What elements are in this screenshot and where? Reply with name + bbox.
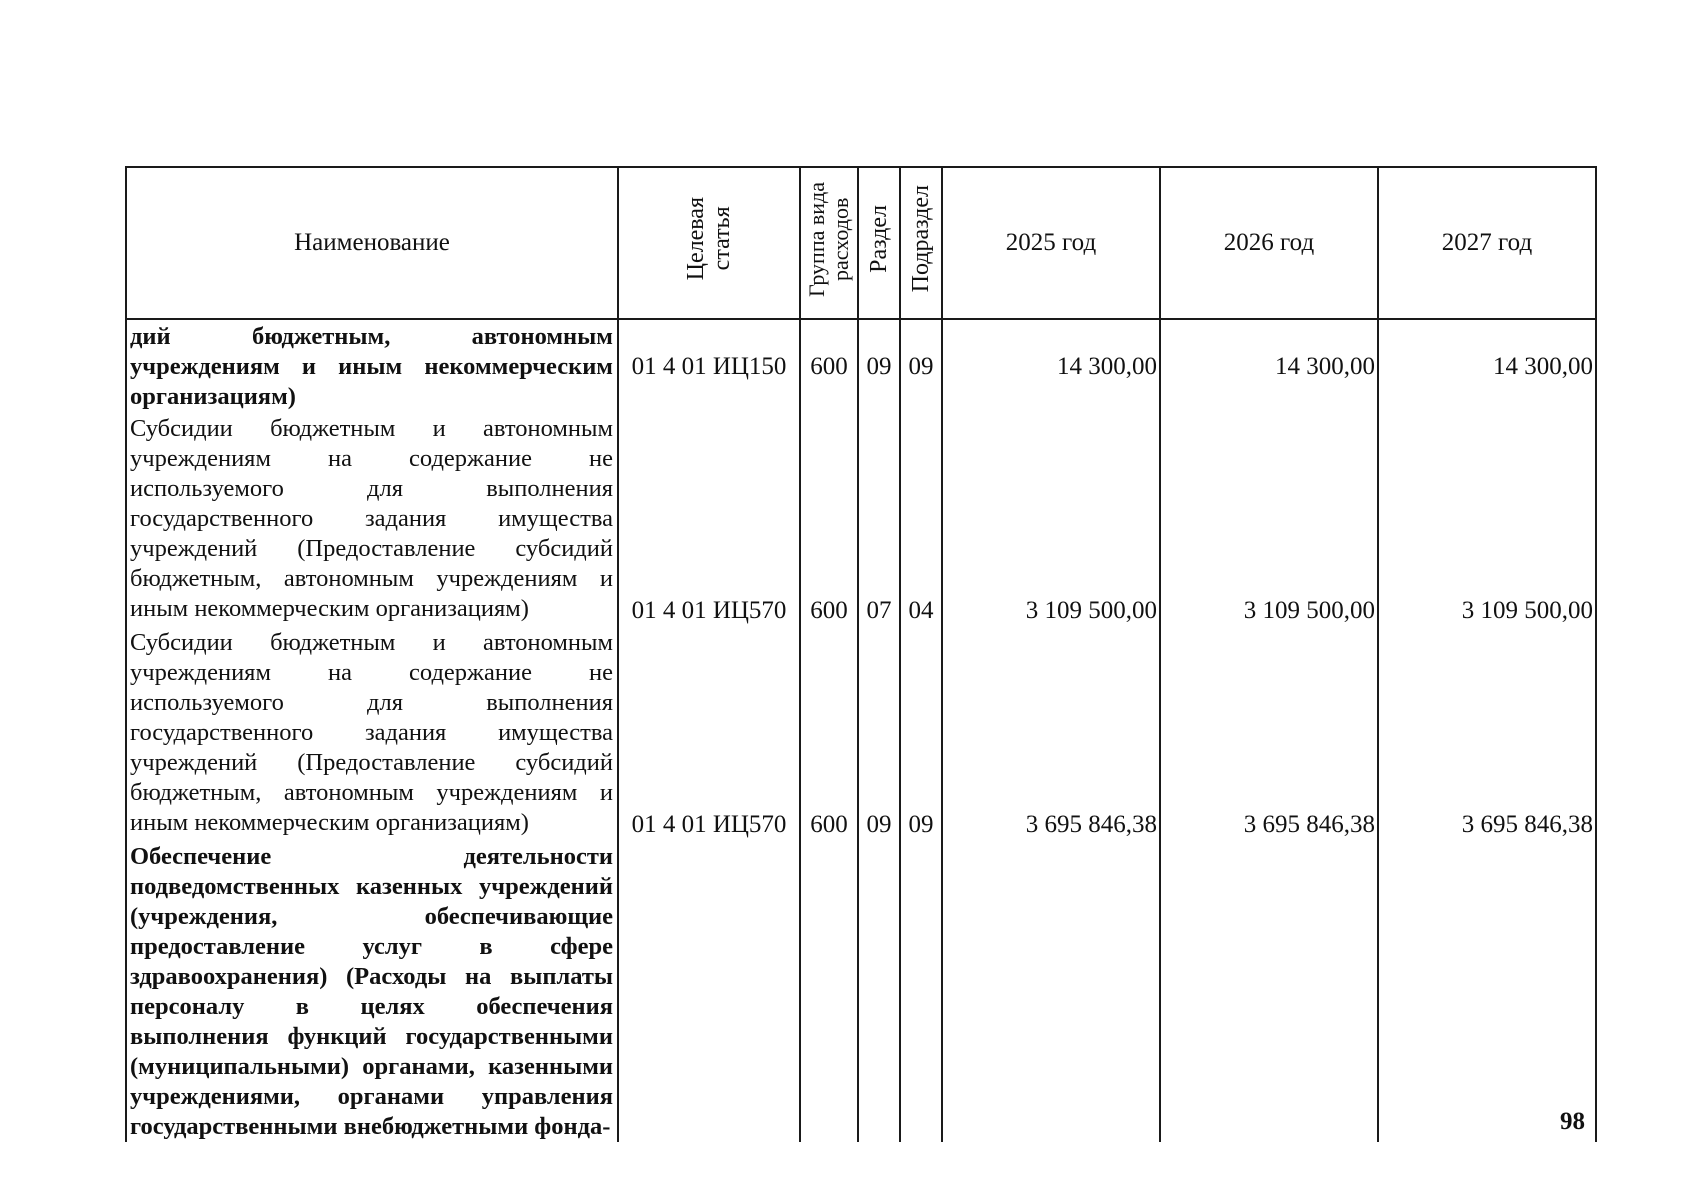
row-subsection: 09 <box>900 626 942 840</box>
header-expense-group-label: Группа вида расходов <box>804 181 853 297</box>
row-section: 07 <box>858 412 900 626</box>
header-year-2027-label: 2027 год <box>1441 229 1533 256</box>
header-target-article-label: Целевая статья <box>683 197 735 281</box>
row-expense-group <box>800 840 858 1142</box>
row-year-2025-value: 14 300,00 <box>942 319 1160 412</box>
row-year-2027-value <box>1378 840 1596 1142</box>
row-subsection: 04 <box>900 412 942 626</box>
row-target-article: 01 4 01 ИЦ570 <box>618 412 800 626</box>
header-year-2027 <box>1378 167 1596 319</box>
table-row <box>126 412 1596 626</box>
table-row <box>126 840 1596 1142</box>
header-subsection-label: Подраздел <box>908 185 934 293</box>
row-year-2026-value <box>1160 840 1378 1142</box>
row-year-2026-value: 3 695 846,38 <box>1160 626 1378 840</box>
row-target-article <box>618 840 800 1142</box>
header-name <box>126 167 618 319</box>
row-year-2026-value: 3 109 500,00 <box>1160 412 1378 626</box>
header-subsection <box>900 167 942 319</box>
table-row <box>126 626 1596 840</box>
row-name: Субсидии бюджетным и автономным учреждениям на содержание не используемого для выполнения государственного задания имущества учреждений (Предоставление субсидий бюджетным, автономным учреждениям и иным некоммерческим организациям) <box>126 626 618 840</box>
row-year-2027-value: 14 300,00 <box>1378 319 1596 412</box>
header-section <box>858 167 900 319</box>
row-subsection <box>900 840 942 1142</box>
row-year-2025-value: 3 109 500,00 <box>942 412 1160 626</box>
row-year-2026-value: 14 300,00 <box>1160 319 1378 412</box>
row-name: дий бюджетным, автономным учреждениям и иным некоммерческим организациям) <box>126 319 618 412</box>
row-year-2027-value: 3 109 500,00 <box>1378 412 1596 626</box>
row-subsection: 09 <box>900 319 942 412</box>
header-section-label: Раздел <box>866 205 892 273</box>
header-year-2025-label: 2025 год <box>1005 229 1097 256</box>
header-year-2025 <box>942 167 1160 319</box>
row-name: Обеспечение деятельности подведомственных казенных учреждений (учреждения, обеспечивающие предоставление услуг в сфере здравоохранения) (Расходы на выплаты персоналу в целях обеспечения выполнения функций государственными (муниципальными) органами, казенными учреждениями, органами управления государственными внебюджетными фонда- <box>126 840 618 1142</box>
row-section: 09 <box>858 319 900 412</box>
row-year-2027-value: 3 695 846,38 <box>1378 626 1596 840</box>
row-year-2025-value: 3 695 846,38 <box>942 626 1160 840</box>
header-year-2026 <box>1160 167 1378 319</box>
row-target-article: 01 4 01 ИЦ570 <box>618 626 800 840</box>
row-expense-group: 600 <box>800 626 858 840</box>
page-number: 98 <box>1560 1108 1585 1135</box>
row-target-article: 01 4 01 ИЦ150 <box>618 319 800 412</box>
budget-table <box>125 166 1597 1142</box>
header-year-2026-label: 2026 год <box>1223 229 1315 256</box>
header-expense-group <box>800 167 858 319</box>
row-section <box>858 840 900 1142</box>
table-row <box>126 319 1596 412</box>
row-expense-group: 600 <box>800 319 858 412</box>
row-section: 09 <box>858 626 900 840</box>
row-year-2025-value <box>942 840 1160 1142</box>
table-header-row <box>126 167 1596 319</box>
header-target-article <box>618 167 800 319</box>
row-name: Субсидии бюджетным и автономным учреждениям на содержание не используемого для выполнения государственного задания имущества учреждений (Предоставление субсидий бюджетным, автономным учреждениям и иным некоммерческим организациям) <box>126 412 618 626</box>
header-name-label: Наименование <box>294 229 450 256</box>
row-expense-group: 600 <box>800 412 858 626</box>
